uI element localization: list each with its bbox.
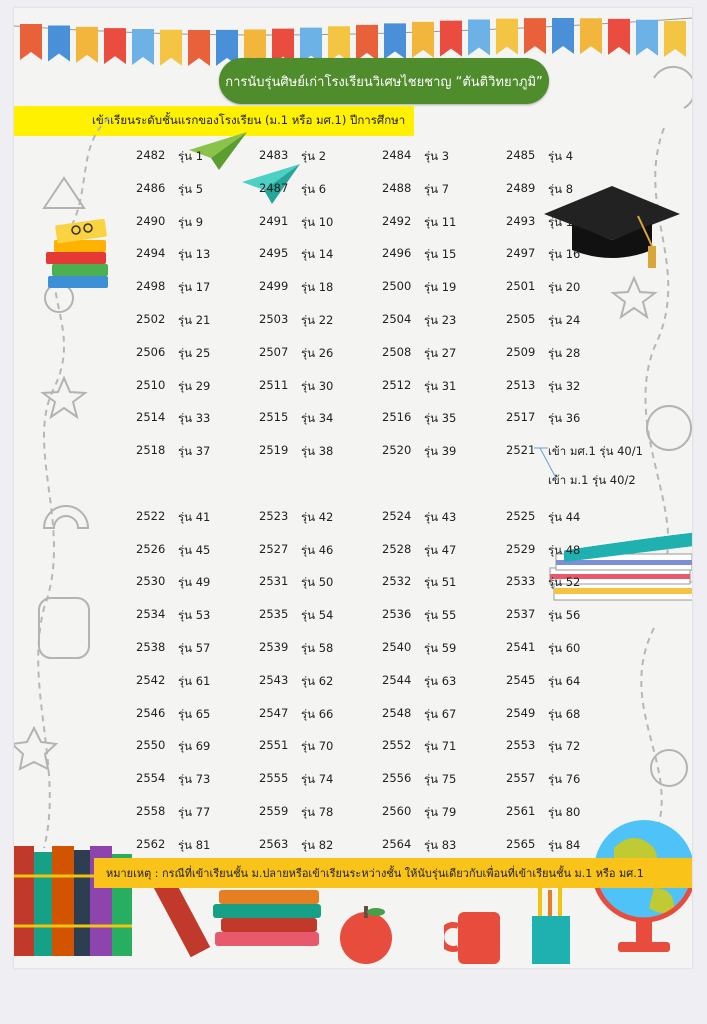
entry-year: 2497 (506, 246, 536, 261)
generation-label: รุ่น 3 (424, 149, 450, 163)
generation-label: รุ่น 12 (548, 214, 581, 229)
generation-label: รุ่น 53 (178, 608, 211, 623)
entry-year: 2530 (136, 574, 166, 589)
entry-year: 2487 (259, 180, 289, 195)
generation-label: รุ่น 48 (548, 542, 581, 557)
generation-label: รุ่น 22 (301, 313, 334, 327)
entry-year: 2539 (259, 640, 289, 654)
entry-year: 2531 (259, 574, 289, 589)
entry-year: 2562 (136, 836, 166, 851)
generation-label: รุ่น 34 (301, 411, 334, 426)
generation-label: รุ่น 44 (548, 509, 581, 524)
entry-year: 2512 (382, 377, 412, 392)
entry-year: 2563 (259, 836, 289, 851)
split-entry-40-2: เข้า ม.1 รุ่น 40/2 (548, 473, 636, 487)
entry-year: 2489 (506, 180, 536, 195)
generation-label: รุ่น 41 (178, 509, 211, 524)
generation-label: รุ่น 9 (178, 214, 204, 229)
pencil-cup-icon (526, 886, 576, 966)
entry-year: 2516 (382, 410, 412, 425)
entry-year: 2557 (506, 771, 536, 786)
entry-year: 2542 (136, 672, 166, 687)
entry-year: 2552 (382, 738, 412, 753)
generation-label: รุ่น 59 (424, 641, 457, 655)
apple-icon (336, 902, 396, 966)
generation-label: รุ่น 45 (178, 542, 211, 557)
generation-label: รุ่น 21 (178, 313, 211, 327)
entry-year: 2482 (136, 148, 166, 162)
generation-label: รุ่น 80 (548, 805, 581, 819)
generation-label: รุ่น 29 (178, 378, 211, 393)
generation-label: รุ่น 8 (548, 181, 574, 196)
generation-label: รุ่น 13 (178, 247, 211, 262)
poster-sheet (14, 8, 692, 968)
entry-year: 2521 (506, 443, 536, 458)
generation-label: รุ่น 27 (424, 345, 457, 360)
generation-label: รุ่น 84 (548, 837, 581, 852)
generation-label: รุ่น 30 (301, 378, 334, 393)
entry-year: 2507 (259, 344, 289, 359)
entry-year: 2556 (382, 771, 412, 786)
generation-label: รุ่น 62 (301, 673, 334, 688)
generation-label: รุ่น 25 (178, 345, 211, 360)
generation-label: รุ่น 32 (548, 378, 581, 393)
entry-year: 2515 (259, 410, 289, 425)
entry-year: 2541 (506, 640, 536, 654)
entry-year: 2554 (136, 771, 166, 786)
generation-label: รุ่น 83 (424, 837, 457, 852)
entry-year: 2564 (382, 836, 412, 851)
entry-year: 2511 (259, 377, 289, 392)
entry-year: 2495 (259, 246, 289, 261)
generation-label: รุ่น 82 (301, 837, 334, 852)
entry-year: 2535 (259, 607, 289, 622)
generation-label: รุ่น 69 (178, 739, 211, 754)
entry-year: 2501 (506, 279, 536, 294)
entry-year: 2558 (136, 804, 166, 818)
entry-year: 2548 (382, 705, 412, 720)
generation-label: รุ่น 11 (424, 214, 457, 229)
entry-year: 2508 (382, 344, 412, 359)
generation-label: รุ่น 58 (301, 641, 334, 655)
entry-year: 2494 (136, 246, 166, 261)
entry-year: 2543 (259, 672, 289, 687)
generation-label: รุ่น 47 (424, 542, 457, 557)
generation-label: รุ่น 37 (178, 444, 211, 459)
generation-label: รุ่น 55 (424, 608, 457, 623)
generation-label: รุ่น 46 (301, 542, 334, 557)
generation-label: รุ่น 66 (301, 706, 334, 721)
entry-year: 2547 (259, 705, 289, 720)
entry-year: 2532 (382, 574, 412, 589)
entry-year: 2510 (136, 377, 166, 392)
generation-label: รุ่น 74 (301, 772, 334, 787)
entry-year: 2505 (506, 312, 536, 326)
entry-year: 2518 (136, 443, 166, 458)
generation-label: รุ่น 23 (424, 313, 457, 327)
generation-label: รุ่น 36 (548, 411, 581, 426)
generation-label: รุ่น 35 (424, 411, 457, 426)
generation-label: รุ่น 56 (548, 608, 581, 623)
entry-year: 2550 (136, 738, 166, 753)
generation-label: รุ่น 63 (424, 673, 457, 688)
generation-label: รุ่น 19 (424, 280, 457, 295)
generation-label: รุ่น 57 (178, 641, 211, 655)
generation-label: รุ่น 79 (424, 805, 457, 819)
generation-label: รุ่น 14 (301, 247, 334, 262)
graduation-cap-icon (542, 184, 682, 284)
entry-year: 2502 (136, 312, 166, 326)
entry-year: 2509 (506, 344, 536, 359)
entry-year: 2565 (506, 836, 536, 851)
entry-year: 2485 (506, 148, 536, 162)
entry-year: 2546 (136, 705, 166, 720)
generation-label: รุ่น 15 (424, 247, 457, 262)
entry-year: 2534 (136, 607, 166, 622)
open-book-icon (544, 512, 692, 622)
generation-label: รุ่น 75 (424, 772, 457, 787)
footnote: หมายเหตุ : กรณีที่เข้าเรียนชั้น ม.ปลายหรือเข้าเรียนระหว่างชั้น ให้นับรุ่นเดียวกับเพื่อนที่เข้าเรียนชั้น ม.1 หรือ มศ.1 (94, 858, 692, 888)
entry-year: 2513 (506, 377, 536, 392)
entry-year: 2533 (506, 574, 536, 589)
entry-year: 2529 (506, 541, 536, 556)
generation-label: รุ่น 17 (178, 280, 211, 295)
entry-year: 2540 (382, 640, 412, 654)
entry-year: 2559 (259, 804, 289, 818)
generation-label: รุ่น 51 (424, 575, 457, 590)
generation-label: รุ่น 52 (548, 575, 581, 590)
entry-year: 2506 (136, 344, 166, 359)
entry-year: 2504 (382, 312, 412, 326)
generation-label: รุ่น 28 (548, 345, 581, 360)
entry-year: 2524 (382, 508, 412, 523)
generation-label: รุ่น 64 (548, 673, 581, 688)
generation-label: รุ่น 60 (548, 641, 581, 655)
generation-label: รุ่น 20 (548, 280, 581, 295)
entry-year: 2498 (136, 279, 166, 294)
entry-year: 2483 (259, 148, 289, 162)
entry-year: 2492 (382, 213, 412, 228)
entry-year: 2525 (506, 508, 536, 523)
entry-year: 2486 (136, 180, 166, 195)
generation-label: รุ่น 72 (548, 739, 581, 754)
entry-year: 2551 (259, 738, 289, 753)
generation-label: รุ่น 16 (548, 247, 581, 262)
generation-label: รุ่น 18 (301, 280, 334, 295)
entry-year: 2536 (382, 607, 412, 622)
generation-label: รุ่น 4 (548, 149, 574, 163)
generation-label: เข้า มศ.1 รุ่น 40/1 (548, 444, 643, 459)
entry-year: 2514 (136, 410, 166, 425)
generation-label: รุ่น 1 (178, 149, 204, 163)
entry-year: 2522 (136, 508, 166, 523)
generation-label: รุ่น 81 (178, 837, 211, 852)
generation-label: รุ่น 76 (548, 772, 581, 787)
entry-year: 2555 (259, 771, 289, 786)
entry-year: 2520 (382, 443, 412, 458)
generation-label: รุ่น 26 (301, 345, 334, 360)
entry-year: 2549 (506, 705, 536, 720)
generation-label: รุ่น 39 (424, 444, 457, 459)
generation-label: รุ่น 38 (301, 444, 334, 459)
entry-year: 2517 (506, 410, 536, 425)
entry-year: 2561 (506, 804, 536, 818)
entry-year: 2523 (259, 508, 289, 523)
entry-year: 2488 (382, 180, 412, 195)
entry-year: 2544 (382, 672, 412, 687)
entry-year: 2484 (382, 148, 412, 162)
generation-label: รุ่น 71 (424, 739, 457, 754)
entry-year: 2493 (506, 213, 536, 228)
generation-label: รุ่น 10 (301, 214, 334, 229)
generation-label: รุ่น 70 (301, 739, 334, 754)
book-stack-icon (209, 886, 329, 966)
generation-label: รุ่น 49 (178, 575, 211, 590)
generation-label: รุ่น 78 (301, 805, 334, 819)
mug-icon (444, 908, 514, 968)
entry-year: 2560 (382, 804, 412, 818)
generation-label: รุ่น 6 (301, 181, 327, 196)
entry-year: 2545 (506, 672, 536, 687)
generation-label: รุ่น 24 (548, 313, 581, 327)
entry-year: 2491 (259, 213, 289, 228)
page-subtitle: เข้าเรียนระดับชั้นแรกของโรงเรียน (ม.1 หรือ มศ.1) ปีการศึกษา (14, 106, 414, 136)
entry-year: 2499 (259, 279, 289, 294)
entry-year: 2490 (136, 213, 166, 228)
generation-label: รุ่น 54 (301, 608, 334, 623)
entry-year: 2538 (136, 640, 166, 654)
entry-year: 2537 (506, 607, 536, 622)
entry-year: 2500 (382, 279, 412, 294)
entry-year: 2528 (382, 541, 412, 556)
generation-label: รุ่น 73 (178, 772, 211, 787)
generation-label: รุ่น 33 (178, 411, 211, 426)
entry-year: 2526 (136, 541, 166, 556)
entry-year: 2496 (382, 246, 412, 261)
generation-label: รุ่น 2 (301, 149, 327, 163)
page-title: การนับรุ่นศิษย์เก่าโรงเรียนวิเศษไชยชาญ “ตันติวิทยาภูมิ” (219, 58, 549, 104)
generation-label: รุ่น 5 (178, 181, 204, 196)
generation-label: รุ่น 68 (548, 706, 581, 721)
book-stack-icon (44, 216, 116, 294)
generation-label: รุ่น 67 (424, 706, 457, 721)
entry-year: 2527 (259, 541, 289, 556)
generation-label: รุ่น 31 (424, 378, 457, 393)
entry-year: 2519 (259, 443, 289, 458)
generation-label: รุ่น 42 (301, 509, 334, 524)
generation-label: รุ่น 50 (301, 575, 334, 590)
generation-label: รุ่น 61 (178, 673, 211, 688)
generation-label: รุ่น 65 (178, 706, 211, 721)
generation-label: รุ่น 43 (424, 509, 457, 524)
generation-label: รุ่น 7 (424, 181, 450, 196)
entry-year: 2553 (506, 738, 536, 753)
generation-label: รุ่น 77 (178, 805, 211, 819)
entry-year: 2503 (259, 312, 289, 326)
